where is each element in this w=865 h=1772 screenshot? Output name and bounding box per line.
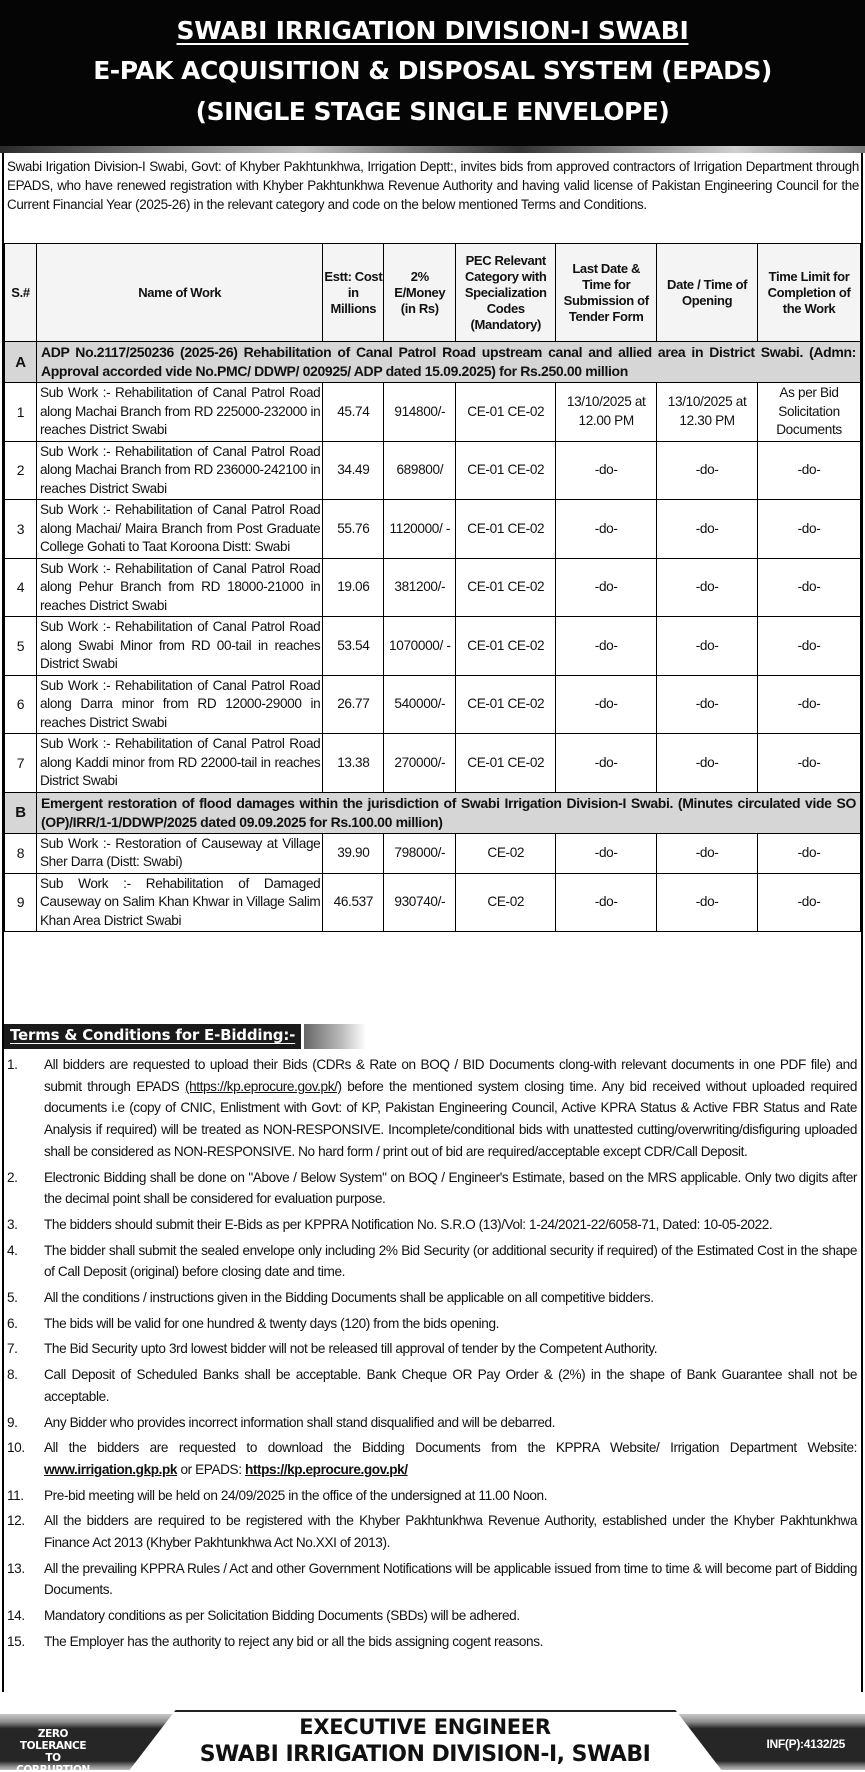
cell-last-date: -do-: [556, 873, 657, 932]
table-row: [5, 617, 861, 676]
cell-name: Sub Work :- Rehabilitation of Canal Patrol Road along Machai Branch from RD 236000-242100 in reaches District Swabi: [36, 441, 322, 500]
table-row: [5, 500, 861, 559]
term-item: 12. All the bidders are required to be registered with the Khyber Pakhtunkhwa Revenue Authority, established under the Khyber Pakhtunkhwa Finance Act 2013 (Khyber Pakhtunkhwa Act No.XXI of 2013).: [7, 1513, 857, 1551]
division-title: SWABI IRRIGATION DIVISION-I SWABI: [176, 16, 689, 45]
term-item: 10. All the bidders are requested to download the Bidding Documents from the KPPRA Website/ Irrigation Department Website: www.irrigation.gkp.pk or EPADS: https://kp.eprocure.gov.pk/: [7, 1440, 857, 1477]
cell-money: 1070000/ -: [384, 617, 456, 676]
term-item: 13. All the prevailing KPPRA Rules / Act and other Government Notifications will be applicable issued from time to time & will become part of Bidding Documents.: [7, 1560, 857, 1598]
cell-money: 540000/-: [384, 675, 456, 734]
term-item: 14. Mandatory conditions as per Solicitation Bidding Documents (SBDs) will be adhered.: [7, 1608, 520, 1624]
term-item: 7. The Bid Security upto 3rd lowest bidder will not be released till approval of tender by the Competent Authority.: [7, 1341, 658, 1357]
zero-tolerance-slogan: ZERO TOLERANCE TO CORRUPTION: [16, 1728, 90, 1772]
cell-opening: -do-: [657, 558, 758, 617]
header-cost: Estt: Cost in Millions: [323, 244, 384, 342]
cell-last-date: -do-: [556, 500, 657, 559]
term-item: 8. Call Deposit of Scheduled Banks shall be acceptable. Bank Cheque OR Pay Order & (2%) in the shape of Bank Guarantee shall not be acceptable.: [7, 1367, 857, 1404]
cell-last-date: -do-: [556, 617, 657, 676]
cell-sn: 4: [5, 558, 37, 617]
cell-cost: 46.537: [323, 873, 384, 932]
cell-pec: CE-01 CE-02: [456, 558, 556, 617]
reference-number: INF(P):4132/25: [766, 1737, 845, 1751]
header-money: 2% E/Money (in Rs): [384, 244, 456, 342]
cell-money: 689800/: [384, 441, 456, 500]
cell-opening: -do-: [657, 500, 758, 559]
cell-name: Sub Work :- Rehabilitation of Canal Patrol Road along Swabi Minor from RD 00-tail in reaches District Swabi: [36, 617, 322, 676]
cell-money: 381200/-: [384, 558, 456, 617]
term-item: 1. All bidders are requested to upload their Bids (CDRs & Rate on BOQ / BID Documents clong-with relevant documents in one PDF file) and submit through EPADS (https://kp.eprocure.gov.pk/) before the mentioned system closing time. Any bid received without uploaded required documents i.e (copy of CNIC, Enlistment with Govt: of KP, Pakistan Engineering Council, Active KPRA Status & Active FBR Status and Rate Analysis if required) will be treated as NON-RESPONSIVE. Incomplete/conditional bids with unattested cutting/overwriting/disfiguring uploaded shall be considered as NON-RESPONSIVE. No hard form / print out of bid are required/acceptable except CDR/Call Deposit.: [7, 1057, 857, 1159]
cell-pec: CE-01 CE-02: [456, 734, 556, 793]
cell-sn: 3: [5, 500, 37, 559]
cell-opening: -do-: [657, 873, 758, 932]
cell-sn: 8: [5, 833, 37, 873]
cell-name: Sub Work :- Restoration of Causeway at Village Sher Darra (Distt: Swabi): [36, 833, 322, 873]
cell-name: Sub Work :- Rehabilitation of Damaged Causeway on Salim Khan Khwar in Village Salim Khan Area District Swabi: [36, 873, 322, 932]
section-id: B: [5, 792, 37, 833]
cell-money: 930740/-: [384, 873, 456, 932]
term-item: 4. The bidder shall submit the sealed envelope only including 2% Bid Security (or additional security if required) of the Estimated Cost in the shape of Call Deposit (original) before closing date and time.: [7, 1242, 857, 1280]
table-row: [5, 873, 861, 932]
irrigation-website-link[interactable]: www.irrigation.gkp.pk: [44, 1461, 178, 1477]
cell-sn: 1: [5, 383, 37, 442]
cell-opening: -do-: [657, 675, 758, 734]
term-item: 9. Any Bidder who provides incorrect information shall stand disqualified and will be debarred.: [7, 1414, 556, 1430]
cell-time-limit: As per Bid Solicitation Documents: [758, 383, 861, 442]
cell-last-date: 13/10/2025 at 12.00 PM: [556, 383, 657, 442]
terms-heading-label: Terms & Conditions for E-Bidding:-: [4, 1024, 301, 1049]
cell-pec: CE-01 CE-02: [456, 383, 556, 442]
signatory-title: EXECUTIVE ENGINEER: [299, 1715, 551, 1739]
cell-time-limit: -do-: [758, 558, 861, 617]
header-opening: Date / Time of Opening: [657, 244, 758, 342]
table-header-row: [5, 244, 861, 342]
terms-heading: [4, 1024, 366, 1049]
signatory: [140, 1714, 710, 1770]
section-row: [5, 342, 861, 383]
cell-opening: -do-: [657, 617, 758, 676]
cell-cost: 45.74: [323, 383, 384, 442]
header-pec: PEC Relevant Category with Specialization Codes (Mandatory): [456, 244, 556, 342]
section-title: ADP No.2117/250236 (2025-26) Rehabilitation of Canal Patrol Road upstream canal and allied area in District Swabi. (Admn: Approval accorded vide No.PMC/ DDWP/ 020925/ ADP dated 15.09.2025) for Rs.250.00 million: [36, 342, 860, 383]
cell-last-date: -do-: [556, 675, 657, 734]
cell-name: Sub Work :- Rehabilitation of Canal Patrol Road along Kaddi minor from RD 22000-tail in reaches District Swabi: [36, 734, 322, 793]
cell-opening: -do-: [657, 734, 758, 793]
cell-money: 914800/-: [384, 383, 456, 442]
cell-time-limit: -do-: [758, 734, 861, 793]
cell-cost: 39.90: [323, 833, 384, 873]
cell-pec: CE-02: [456, 873, 556, 932]
cell-opening: -do-: [657, 441, 758, 500]
cell-opening: -do-: [657, 833, 758, 873]
epads-link[interactable]: (https://kp.eprocure.gov.pk/): [184, 1078, 342, 1094]
section-title: Emergent restoration of flood damages within the jurisdiction of Swabi Irrigation Division-I Swabi. (Minutes circulated vide SO (OP)/IRR/1-1/DDWP/2025 dated 09.09.2025 for Rs.100.00 million): [36, 792, 860, 833]
cell-sn: 7: [5, 734, 37, 793]
decorative-gradient-bar: [0, 146, 865, 153]
cell-pec: CE-01 CE-02: [456, 500, 556, 559]
section-id: A: [5, 342, 37, 383]
cell-name: Sub Work :- Rehabilitation of Canal Patrol Road along Machai/ Maira Branch from Post Graduate College Gohati to Taat Koroona Distt: Swabi: [36, 500, 322, 559]
cell-name: Sub Work :- Rehabilitation of Canal Patrol Road along Darra minor from RD 12000-29000 in reaches District Swabi: [36, 675, 322, 734]
header-last-date: Last Date & Time for Submission of Tender Form: [556, 244, 657, 342]
cell-sn: 2: [5, 441, 37, 500]
footer: [0, 1710, 865, 1772]
term-item: 5. All the conditions / instructions given in the Bidding Documents shall be applicable on all competitive bidders.: [7, 1290, 654, 1306]
section-row: [5, 792, 861, 833]
cell-cost: 13.38: [323, 734, 384, 793]
cell-time-limit: -do-: [758, 833, 861, 873]
cell-name: Sub Work :- Rehabilitation of Canal Patrol Road along Pehur Branch from RD 18000-21000 in reaches District Swabi: [36, 558, 322, 617]
cell-time-limit: -do-: [758, 617, 861, 676]
cell-cost: 55.76: [323, 500, 384, 559]
cell-name: Sub Work :- Rehabilitation of Canal Patrol Road along Machai Branch from RD 225000-232000 in reaches District Swabi: [36, 383, 322, 442]
cell-last-date: -do-: [556, 441, 657, 500]
system-title: E-PAK ACQUISITION & DISPOSAL SYSTEM (EPADS): [93, 56, 772, 85]
table-row: [5, 833, 861, 873]
header-name: Name of Work: [36, 244, 322, 342]
cell-time-limit: -do-: [758, 441, 861, 500]
table-row: [5, 441, 861, 500]
cell-pec: CE-01 CE-02: [456, 675, 556, 734]
cell-cost: 26.77: [323, 675, 384, 734]
cell-time-limit: -do-: [758, 675, 861, 734]
cell-pec: CE-01 CE-02: [456, 441, 556, 500]
signatory-office: SWABI IRRIGATION DIVISION-I, SWABI: [199, 1742, 651, 1767]
cell-last-date: -do-: [556, 558, 657, 617]
decorative-fade: [304, 1024, 366, 1049]
intro-paragraph: Swabi Irigation Division-I Swabi, Govt: of Khyber Pakhtunkhwa, Irrigation Deptt:, invites bids from approved contractors of Irrigation Department through EPADS, who have renewed registration with Khyber Pakhtunkhwa Revenue Authority and having valid license of Pakistan Engineering Council for the Current Financial Year (2025-26) in the relevant category and code on the below mentioned Terms and Conditions.: [7, 159, 859, 212]
cell-time-limit: -do-: [758, 500, 861, 559]
cell-cost: 19.06: [323, 558, 384, 617]
works-table: [4, 243, 861, 932]
cell-last-date: -do-: [556, 734, 657, 793]
cell-cost: 53.54: [323, 617, 384, 676]
cell-money: 1120000/ -: [384, 500, 456, 559]
cell-pec: CE-02: [456, 833, 556, 873]
term-item: 11. Pre-bid meeting will be held on 24/09/2025 in the office of the undersigned at 11.00 Noon.: [7, 1487, 548, 1503]
cell-opening: 13/10/2025 at 12.30 PM: [657, 383, 758, 442]
term-item: 2. Electronic Bidding shall be done on "Above / Below System" on BOQ / Engineer's Estimate, based on the MRS applicable. Only two digits after the decimal point shall be considered for evaluation purpose.: [7, 1169, 857, 1207]
procedure-title: (SINGLE STAGE SINGLE ENVELOPE): [195, 97, 670, 126]
term-item: 3. The bidders should submit their E-Bids as per KPPRA Notification No. S.R.O (13)/Vol: 1-24/2021-22/6058-71, Dated: 10-05-2022.: [7, 1216, 773, 1232]
cell-money: 270000/-: [384, 734, 456, 793]
cell-pec: CE-01 CE-02: [456, 617, 556, 676]
header-sn: S.#: [5, 244, 37, 342]
cell-last-date: -do-: [556, 833, 657, 873]
terms-list: [7, 1054, 857, 1657]
masthead: [0, 0, 865, 146]
table-row: [5, 383, 861, 442]
cell-cost: 34.49: [323, 441, 384, 500]
cell-money: 798000/-: [384, 833, 456, 873]
term-item: 6. The bids will be valid for one hundred & twenty days (120) from the bids opening.: [7, 1315, 499, 1331]
cell-sn: 6: [5, 675, 37, 734]
cell-time-limit: -do-: [758, 873, 861, 932]
cell-sn: 9: [5, 873, 37, 932]
epads-website-link[interactable]: https://kp.eprocure.gov.pk/: [244, 1461, 408, 1477]
header-time-limit: Time Limit for Completion of the Work: [758, 244, 861, 342]
table-row: [5, 558, 861, 617]
term-item: 15. The Employer has the authority to reject any bid or all the bids assigning cogent reasons.: [7, 1633, 543, 1649]
cell-sn: 5: [5, 617, 37, 676]
table-row: [5, 675, 861, 734]
table-row: [5, 734, 861, 793]
works-table-body: [5, 342, 861, 932]
